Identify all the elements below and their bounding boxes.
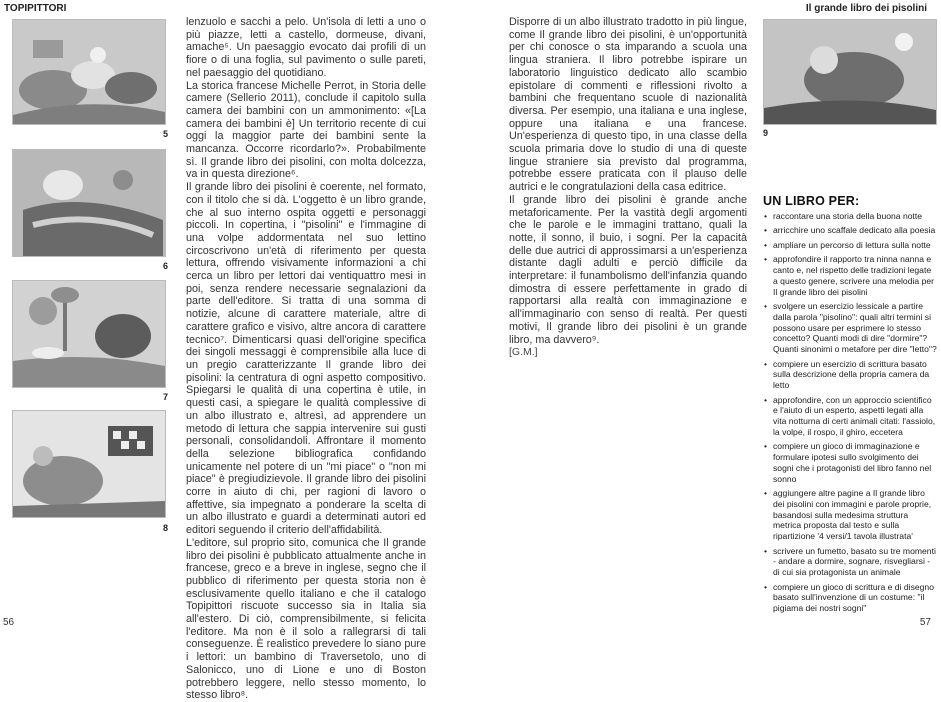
list-item: • compiere un gioco di scrittura e di disegno basato sull'invenzione di un costume: "il pigiama dei nostri sogni"	[763, 582, 938, 614]
illustration-figure-5	[12, 19, 166, 125]
paragraph: Disporre di un albo illustrato tradotto in più lingue, come Il grande libro dei pisolini, è un'opportunità per chi conosce o sta imparando a scuola una lingua straniera. Il libro potrebbe ispirare un laboratorio linguistico dedicato allo scambio epistolare di commenti e riflessioni rivolto a bambini che frequentano scuole di nazionalità diversa. Per esempio, una italiana e una inglese, oppure una italiana e una francese. Un'esperienza di questo tipo, in una classe della scuola primaria dove lo studio di una di queste lingue straniere sia previsto dal programma, potrebbe essere praticata con il plauso delle autrici e le congratulazioni della casa editrice.	[509, 16, 747, 194]
list-item: • arricchire uno scaffale dedicato alla poesia	[763, 225, 938, 236]
figure-number: 7	[163, 392, 169, 402]
list-item: • compiere un esercizio di scrittura basato sulla descrizione della propria camera da letto	[763, 359, 938, 391]
text-column-right	[509, 16, 747, 359]
illustration-figure-6	[12, 149, 166, 257]
list-item: • compiere un gioco di immaginazione e formulare ipotesi sullo svolgimento dei sogni che i protagonisti del libro fanno nel sonno	[763, 441, 938, 484]
list-item: • scrivere un fumetto, basato su tre momenti - andare a dormire, sognare, risvegliarsi - di cui sia protagonista un animale	[763, 546, 938, 578]
figure-number: 6	[163, 261, 169, 271]
list-item: • svolgere un esercizio lessicale a partire dalla parola "pisolino": quali altri termini si possono usare per esprimere lo stesso concetto? Quanti modi di dire "dormire"? Quanti sinonimi o metafore per dire "letto"?	[763, 301, 938, 355]
paragraph: L'editore, sul proprio sito, comunica che Il grande libro dei pisolini è pubblicato attualmente anche in francese, greco e a breve in inglese, segno che il pubblico di riferimento per questa storia non è esclusivamente quello italiano e che il catalogo Topipittori riscuote successo sia in Italia sia all'estero. Di ciò, comprensibilmente, si felicita l'editore. Ma non è il solo a rallegrarsi di tali conseguenze. È realistico prevedere lo siano pure i lettori: un bambino di Traversetolo, uno di Salonicco, uno di Lione e uno di Boston potrebbero leggere, nello stesso momento, lo stesso libro⁸.	[186, 536, 426, 702]
page-number-left: 56	[3, 617, 15, 628]
list-item: • aggiungere altre pagine a Il grande libro dei pisolini con immagini e parole proprie, basandosi sulla medesima struttura metrica proposta dal testo e sulla ripartizione '4 versi/1 tavola illustrata'	[763, 488, 938, 542]
running-header-right: Il grande libro dei pisolini	[805, 3, 927, 14]
paragraph: Il grande libro dei pisolini è coerente, nel formato, con il titolo che si dà. L'oggetto è un libro grande, che al suo interno ospita oggetti e personaggi piccoli. In copertina, i "pisolini" e l'immagine di una volpe addormentata nel suo lettino circoscrivono un'età di riferimento per questa lettura, offrendo visivamente informazioni a chi cerca un libro per lettori dai ventiquattro mesi in poi, senza rendere necessarie segnalazioni da parte dell'editore. Si tratta di una somma di notizie, alcune di carattere materiale, altre di carattere grafico e visivo, altre ancora di carattere tecnico⁷. Dimenticarsi quasi dell'origine specifica dei singoli messaggi è comprensibile alla luce di un pregio caratterizzante Il grande libro dei pisolini: la centratura di ogni aspetto compositivo. Spiegarsi le qualità di una copertina è utile, in questi casi, a spiegare le qualità complessive di un albo illustrato e, altresì, ad apprendere un metodo di lettura che sappia intervenire sui gusti personali, consolidandoli. Affrontare il momento della selezione bibliografica confidando unicamente nel potere di un "mi piace" o "non mi piace" è pregiudizievole. Il grande libro dei pisolini corre in aiuto di chi, per ragioni di lavoro o affettive, sia impegnato a ponderare la scelta di un albo illustrato e guardi a determinati autori ed editori seguendo il criterio dell'affidabilità.	[186, 181, 426, 537]
figure-number: 8	[163, 523, 169, 533]
list-item: • raccontare una storia della buona notte	[763, 211, 938, 222]
illustration-figure-7	[12, 280, 166, 388]
figure-number: 9	[763, 128, 769, 138]
paragraph: lenzuolo e sacchi a pelo. Un'isola di letti a uno o più piazze, letti a castello, dormeuse, divani, amache⁵. Un paesaggio evocato dai profili di un fiore o di una foglia, sul pavimento o sulle pareti, nel paesaggio del quotidiano.	[186, 16, 426, 79]
paragraph: Il grande libro dei pisolini è grande anche metaforicamente. Per la vastità degli argomenti che le parole e le immagini trattano, quali la notte, il sonno, il buio, i sogni. Per la capacità delle due autrici di approssimarsi a un'esperienza distante dagli adulti e perciò difficile da interpretare: il funambolismo dell'infanzia quando dimostra di essere perfettamente in grado di rapportarsi alla realtà con immaginazione e all'immaginario con senso di realtà. Per questi motivi, Il grande libro dei pisolini è un grande libro, ma davvero⁹.	[509, 193, 747, 346]
list-item: • ampliare un percorso di lettura sulla notte	[763, 240, 938, 251]
running-header-left: TOPIPITTORI	[4, 3, 67, 14]
sidebar-heading: UN LIBRO PER:	[763, 194, 860, 208]
illustration-figure-8	[12, 410, 166, 518]
text-column-left	[186, 16, 426, 702]
illustration-figure-9	[763, 19, 937, 125]
list-item: • approfondire il rapporto tra ninna nanna e canto e, nel rispetto delle tradizioni legate a questo genere, scrivere una melodia per Il grande libro dei pisolini	[763, 254, 938, 297]
paragraph: La storica francese Michelle Perrot, in Storia delle camere (Sellerio 2011), conclude il capitolo sulla camera dei bambini con un ammonimento: «[La camera dei bambini è] Un territorio recente di cui oggi la maggior parte dei bambini sente la mancanza. Occorre ricordarlo?». Probabilmente sì. Il grande libro dei pisolini, con molta dolcezza, va in questa direzione⁶.	[186, 79, 426, 181]
page-number-right: 57	[919, 617, 931, 628]
sidebar-list	[763, 211, 938, 618]
author-signature: [G.M.]	[509, 346, 538, 359]
figure-number: 5	[163, 129, 169, 139]
list-item: • approfondire, con un approccio scientifico e l'aiuto di un esperto, aspetti legati alla vita notturna di certi animali citati: l'assiolo, la volpe, il rospo, il ghiro, eccetera	[763, 395, 938, 438]
